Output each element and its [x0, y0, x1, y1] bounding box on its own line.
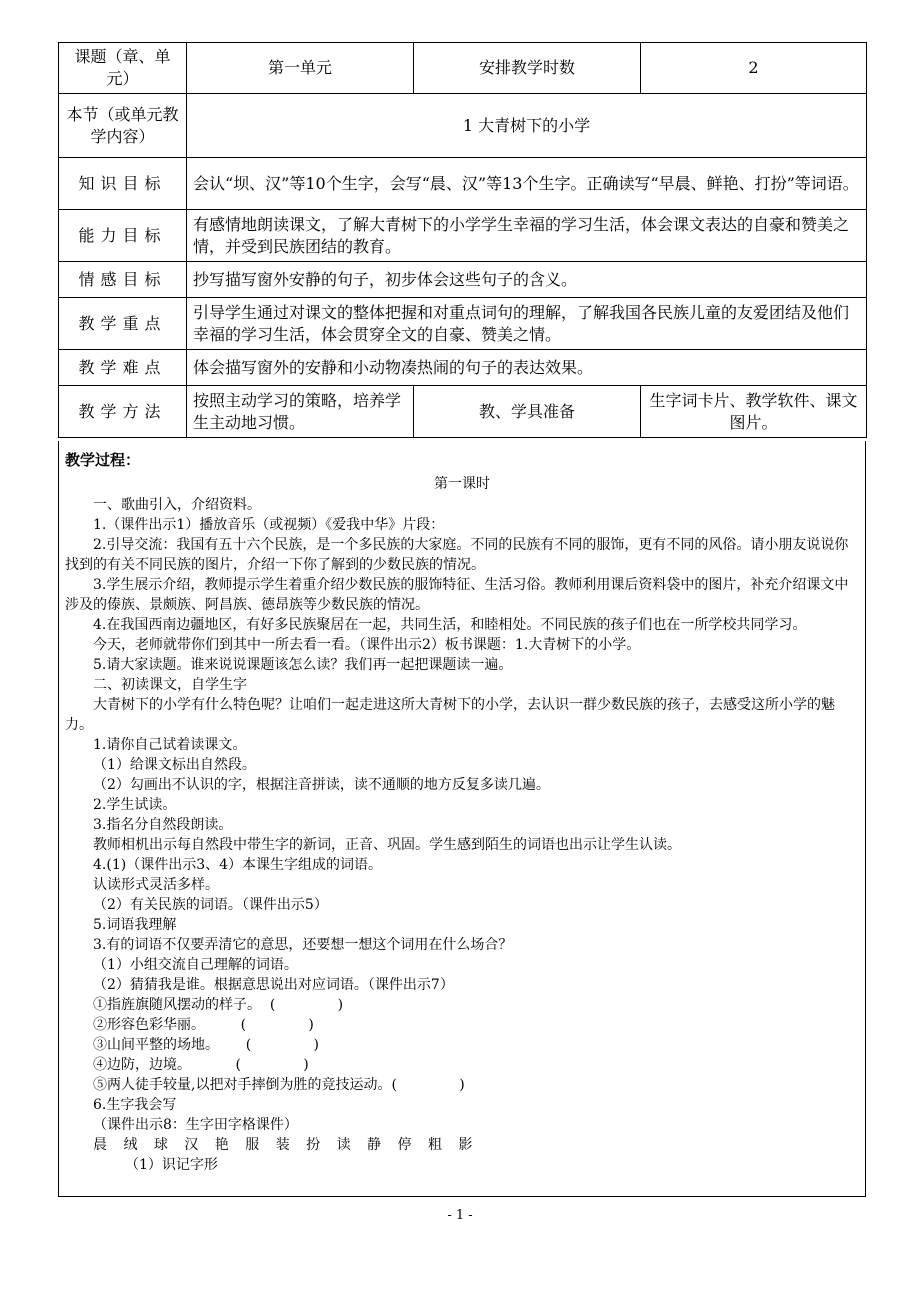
- process-line: 4.在我国西南边疆地区，有好多民族聚居在一起，共同生活，和睦相处。不同民族的孩子们也在一所学校共同学习。: [93, 617, 807, 633]
- emotion-goal: 抄写描写窗外安静的句子，初步体会这些句子的含义。: [187, 262, 867, 298]
- row-label: 本节（或单元教学内容）: [59, 94, 187, 158]
- row-label: 能力目标: [59, 210, 187, 262]
- row-label: 教学方法: [59, 386, 187, 438]
- row-label: 情感目标: [59, 262, 187, 298]
- lesson-title: 1 大青树下的小学: [187, 94, 867, 158]
- process-line: ④边防，边境。 ( ): [93, 1057, 309, 1073]
- page-number: - 1 -: [447, 1208, 473, 1223]
- process-heading: 教学过程：: [65, 451, 141, 469]
- teaching-process: [58, 441, 866, 1197]
- process-line: （1）给课文标出自然段。: [93, 757, 256, 773]
- process-line: 大青树下的小学有什么特色呢？让咱们一起走进这所大青树下的小学，去认识一群少数民族的孩子，去感受这所小学的魅力。: [65, 697, 835, 733]
- process-line: （1）识记字形: [125, 1157, 218, 1173]
- table-row: [59, 350, 867, 386]
- process-line: 二、初读课文，自学生字: [93, 677, 247, 693]
- difficulty: 体会描写窗外的安静和小动物凑热闹的句子的表达效果。: [187, 350, 867, 386]
- process-line: ③山间平整的场地。 ( ): [93, 1037, 319, 1053]
- row-label: 教学难点: [59, 350, 187, 386]
- process-line: 3.指名分自然段朗读。: [93, 817, 233, 833]
- knowledge-goal: 会认“坝、汉”等10个生字，会写“晨、汉”等13个生字。正确读写“早晨、鲜艳、打扮”等词语。: [187, 158, 867, 210]
- table-row: [59, 210, 867, 262]
- process-line: 5.请大家读题。谁来说说课题该怎么读？我们再一起把课题读一遍。: [93, 657, 513, 673]
- materials-label: 教、学具准备: [414, 386, 641, 438]
- table-row: [59, 43, 867, 94]
- lesson-plan-table: [58, 42, 867, 438]
- table-row: [59, 386, 867, 438]
- table-row: [59, 262, 867, 298]
- process-line: 4.(1)（课件出示3、4）本课生字组成的词语。: [93, 857, 383, 873]
- materials-value: 生字词卡片、教学软件、课文图片。: [641, 386, 867, 438]
- process-line: 3.有的词语不仅要弄清它的意思，还要想一想这个词用在什么场合？: [93, 937, 513, 953]
- row-label: 课题（章、单元）: [59, 43, 187, 94]
- process-line: 一、歌曲引入，介绍资料。: [93, 497, 261, 513]
- row-label: 知识目标: [59, 158, 187, 210]
- process-line: （课件出示8：生字田字格课件）: [93, 1117, 298, 1133]
- process-line: 6.生字我会写: [93, 1097, 177, 1113]
- process-line: 教师相机出示每自然段中带生字的新词，正音、巩固。学生感到陌生的词语也出示让学生认读。: [93, 837, 681, 853]
- process-line: 晨 绒 球 汉 艳 服 装 扮 读 静 停 粗 影: [93, 1137, 479, 1153]
- process-line: （2）勾画出不认识的字，根据注音拼读，读不通顺的地方反复多读几遍。: [93, 777, 550, 793]
- method-value: 按照主动学习的策略，培养学生主动地习惯。: [187, 386, 414, 438]
- process-line: ①指旌旗随风摆动的样子。 ( ): [93, 997, 344, 1013]
- process-line: （2）猜猜我是谁。根据意思说出对应词语。（课件出示7）: [93, 977, 454, 993]
- process-line: 2.学生试读。: [93, 797, 177, 813]
- hours-label: 安排教学时数: [414, 43, 641, 94]
- row-label: 教学重点: [59, 298, 187, 350]
- table-row: [59, 94, 867, 158]
- process-line: 2.引导交流：我国有五十六个民族，是一个多民族的大家庭。不同的民族有不同的服饰，更有不同的风俗。请小朋友说说你找到的有关不同民族的图片，介绍一下你了解到的少数民族的情况。: [65, 537, 849, 573]
- process-line: ⑤两人徒手较量,以把对手摔倒为胜的竞技运动。( ): [93, 1077, 465, 1093]
- process-line: 3.学生展示介绍，教师提示学生着重介绍少数民族的服饰特征、生活习俗。教师利用课后资料袋中的图片，补充介绍课文中涉及的傣族、景颇族、阿昌族、德昂族等少数民族的情况。: [65, 577, 849, 613]
- process-line: 认读形式灵活多样。: [93, 877, 219, 893]
- process-line: 1.（课件出示1）播放音乐（或视频）《爱我中华》片段：: [93, 517, 445, 533]
- key-point: 引导学生通过对课文的整体把握和对重点词句的理解，了解我国各民族儿童的友爱团结及他们幸福的学习生活，体会贯穿全文的自豪、赞美之情。: [187, 298, 867, 350]
- ability-goal: 有感情地朗读课文，了解大青树下的小学学生幸福的学习生活，体会课文表达的自豪和赞美之情，并受到民族团结的教育。: [187, 210, 867, 262]
- process-line: 5.词语我理解: [93, 917, 177, 933]
- table-row: [59, 298, 867, 350]
- table-row: [59, 158, 867, 210]
- unit-value: 第一单元: [187, 43, 414, 94]
- period-title: 第一课时: [434, 476, 490, 492]
- process-line: （2）有关民族的词语。（课件出示5）: [93, 897, 328, 913]
- process-line: 1.请你自己试着读课文。: [93, 737, 247, 753]
- process-line: （1）小组交流自己理解的词语。: [93, 957, 298, 973]
- process-line: 今天，老师就带你们到其中一所去看一看。（课件出示2）板书课题：1.大青树下的小学。: [93, 637, 641, 653]
- process-line: ②形容色彩华丽。 ( ): [93, 1017, 314, 1033]
- hours-value: 2: [641, 43, 867, 94]
